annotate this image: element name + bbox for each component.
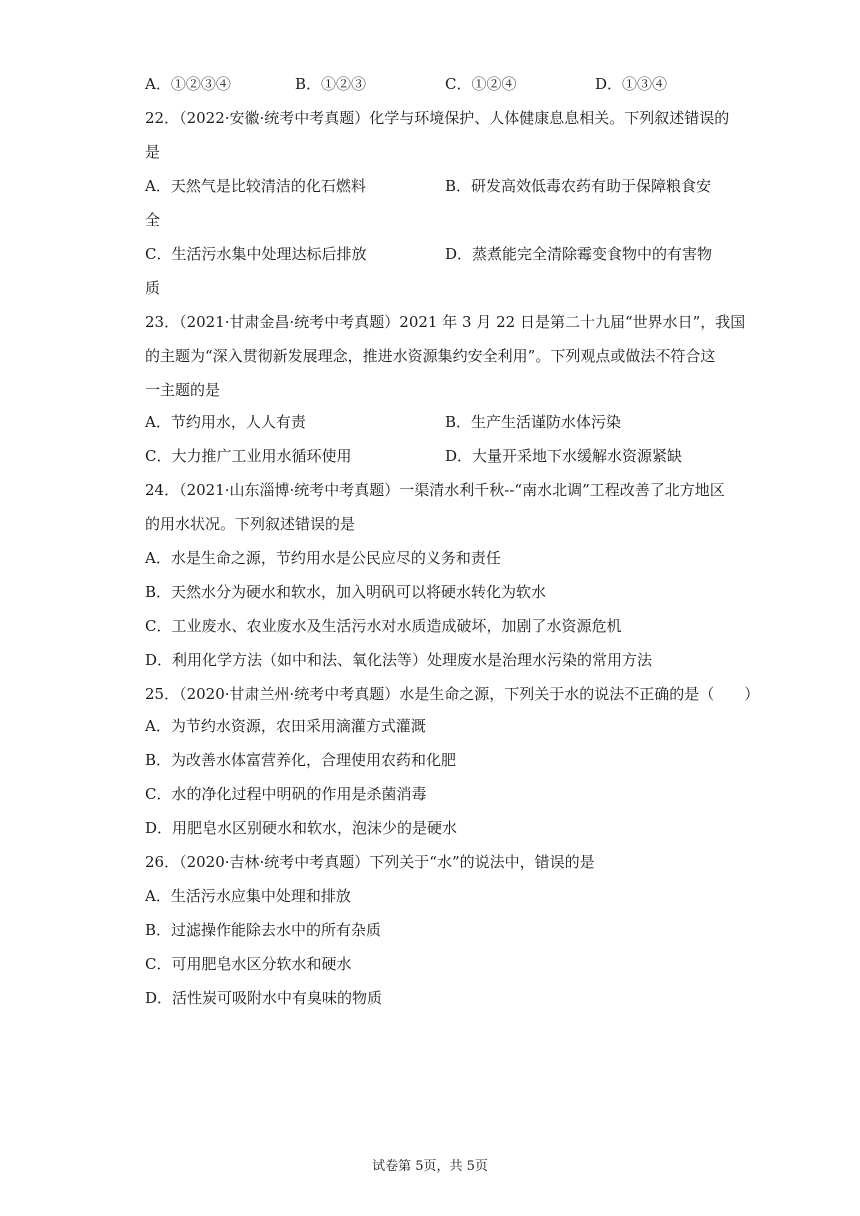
q22-option-b: B．研发高效低毒农药有助于保障粮食安 [445, 177, 712, 195]
q22-option-b-cont: 全 [145, 211, 161, 229]
q24-option-a: A．水是生命之源，节约用水是公民应尽的义务和责任 [145, 549, 501, 567]
q22-option-a: A．天然气是比较清洁的化石燃料 [145, 177, 366, 195]
q23-option-d: D．大量开采地下水缓解水资源紧缺 [445, 447, 683, 465]
page-footer: 试卷第 5页，共 5页 [372, 1159, 488, 1174]
q24-stem-line2: 的用水状况。下列叙述错误的是 [145, 515, 356, 533]
q23-stem-line2: 的主题为“深入贯彻新发展理念，推进水资源集约安全利用”。下列观点或做法不符合这 [145, 347, 716, 365]
q22-option-d-cont: 质 [145, 279, 161, 297]
q23-stem-line1: 23．（2021·甘肃金昌·统考中考真题）2021 年 3 月 22 日是第二十九届“世界水日”，我国 [145, 313, 746, 331]
q24-option-c: C．工业废水、农业废水及生活污水对水质造成破坏，加剧了水资源危机 [145, 617, 622, 635]
q25-stem-line1: 25．（2020·甘肃兰州·统考中考真题）水是生命之源，下列关于水的说法不正确的是（ ） [145, 685, 760, 703]
q22-stem-line1: 22．（2022·安徽·统考中考真题）化学与环境保护、人体健康息息相关。下列叙述错误的 [145, 109, 730, 127]
q22-option-d: D．蒸煮能完全清除霉变食物中的有害物 [445, 245, 713, 263]
q26-option-a: A．生活污水应集中处理和排放 [145, 887, 351, 905]
q26-stem-line1: 26．（2020·吉林·统考中考真题）下列关于“水”的说法中，错误的是 [145, 853, 595, 871]
q23-option-c: C．大力推广工业用水循环使用 [145, 447, 352, 465]
q21-option-b: B．①②③ [295, 75, 367, 93]
q24-stem-line1: 24．（2021·山东淄博·统考中考真题）一渠清水利千秋--“南水北调”工程改善了北方地区 [145, 481, 725, 499]
q21-option-d: D．①③④ [595, 75, 668, 93]
q22-option-c: C．生活污水集中处理达标后排放 [145, 245, 367, 263]
q25-option-a: A．为节约水资源，农田采用滴灌方式灌溉 [145, 717, 426, 735]
q24-option-d: D．利用化学方法（如中和法、氧化法等）处理废水是治理水污染的常用方法 [145, 651, 653, 669]
q23-option-a: A．节约用水，人人有责 [145, 413, 306, 431]
q21-option-c: C．①②④ [445, 75, 517, 93]
q26-option-b: B．过滤操作能除去水中的所有杂质 [145, 921, 382, 939]
q21-option-a: A．①②③④ [145, 75, 231, 93]
q22-stem-line2: 是 [145, 143, 161, 161]
q26-option-d: D．活性炭可吸附水中有臭味的物质 [145, 989, 383, 1007]
q24-option-b: B．天然水分为硬水和软水，加入明矾可以将硬水转化为软水 [145, 583, 547, 601]
q25-option-b: B．为改善水体富营养化，合理使用农药和化肥 [145, 751, 457, 769]
q25-option-d: D．用肥皂水区别硬水和软水，泡沫少的是硬水 [145, 819, 458, 837]
q23-stem-line3: 一主题的是 [145, 381, 221, 399]
q25-option-c: C．水的净化过程中明矾的作用是杀菌消毒 [145, 785, 427, 803]
q23-option-b: B．生产生活谨防水体污染 [445, 413, 622, 431]
q26-option-c: C．可用肥皂水区分软水和硬水 [145, 955, 352, 973]
